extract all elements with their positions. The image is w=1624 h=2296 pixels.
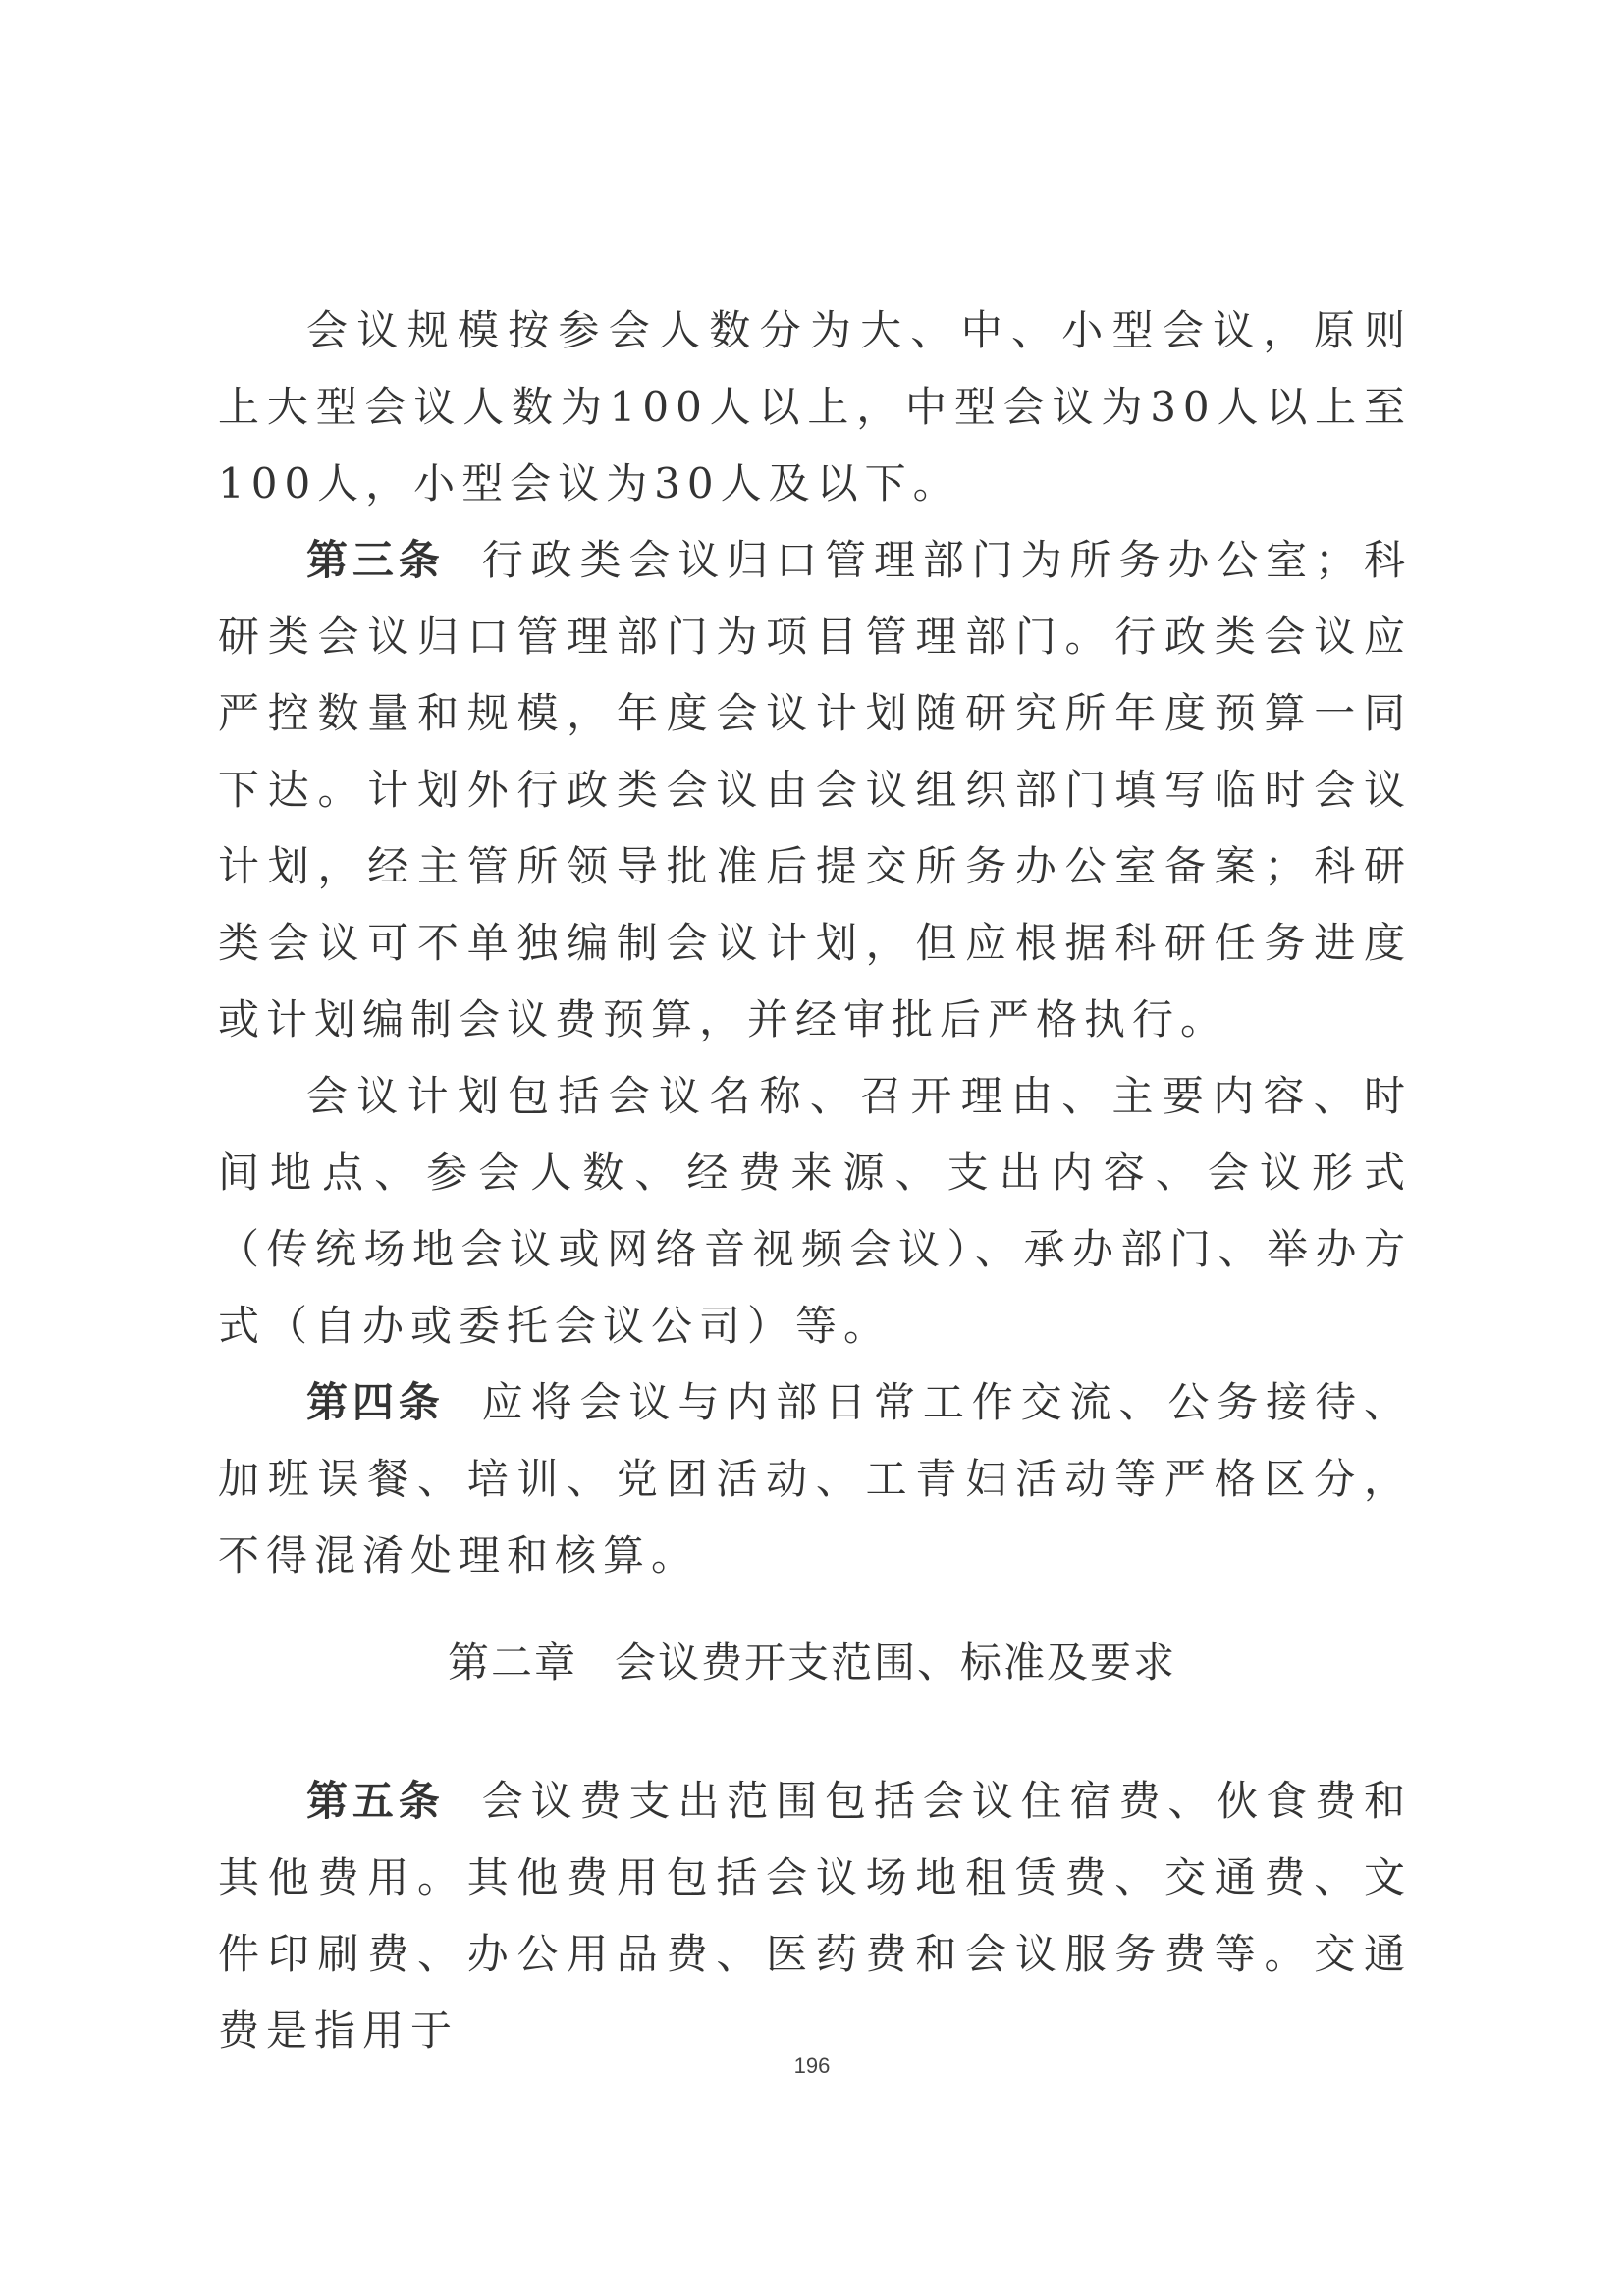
article-3: [218, 522, 1412, 1058]
paragraph-text: 会议计划包括会议名称、召开理由、主要内容、时间地点、参会人数、经费来源、支出内容、会议形式（传统场地会议或网络音视频会议）、承办部门、举办方式（自办或委托会议公司）等。: [218, 1072, 1412, 1350]
article-3-label: 第三条: [306, 536, 445, 584]
chapter-title: 会议费开支范围、标准及要求: [615, 1638, 1177, 1686]
article-5-label: 第五条: [306, 1777, 445, 1825]
article-5: [218, 1763, 1412, 2069]
article-4: [218, 1364, 1412, 1594]
article-4-text: 应将会议与内部日常工作交流、公务接待、加班误餐、培训、党团活动、工青妇活动等严格区分，不得混淆处理和核算。: [218, 1378, 1412, 1579]
chapter-heading: [0, 1633, 1624, 1692]
article-3-text: 行政类会议归口管理部门为所务办公室；科研类会议归口管理部门为项目管理部门。行政类会议应严控数量和规模，年度会议计划随研究所年度预算一同下达。计划外行政类会议由会议组织部门填写临时会议计划，经主管所领导批准后提交所务办公室备案；科研类会议可不单独编制会议计划，但应根据科研任务进度或计划编制会议费预算，并经审批后严格执行。: [218, 536, 1412, 1043]
paragraph-meeting-scale: [218, 293, 1412, 522]
page-number: 196: [793, 2054, 831, 2078]
paragraph-text: 会议规模按参会人数分为大、中、小型会议，原则上大型会议人数为100人以上，中型会议为30人以上至100人，小型会议为30人及以下。: [218, 306, 1412, 507]
article-4-label: 第四条: [306, 1378, 445, 1426]
article-5-text: 会议费支出范围包括会议住宿费、伙食费和其他费用。其他费用包括会议场地租赁费、交通费、文件印刷费、办公用品费、医药费和会议服务费等。交通费是指用于: [218, 1777, 1412, 2055]
paragraph-meeting-plan: [218, 1058, 1412, 1364]
chapter-number: 第二章: [447, 1638, 577, 1686]
